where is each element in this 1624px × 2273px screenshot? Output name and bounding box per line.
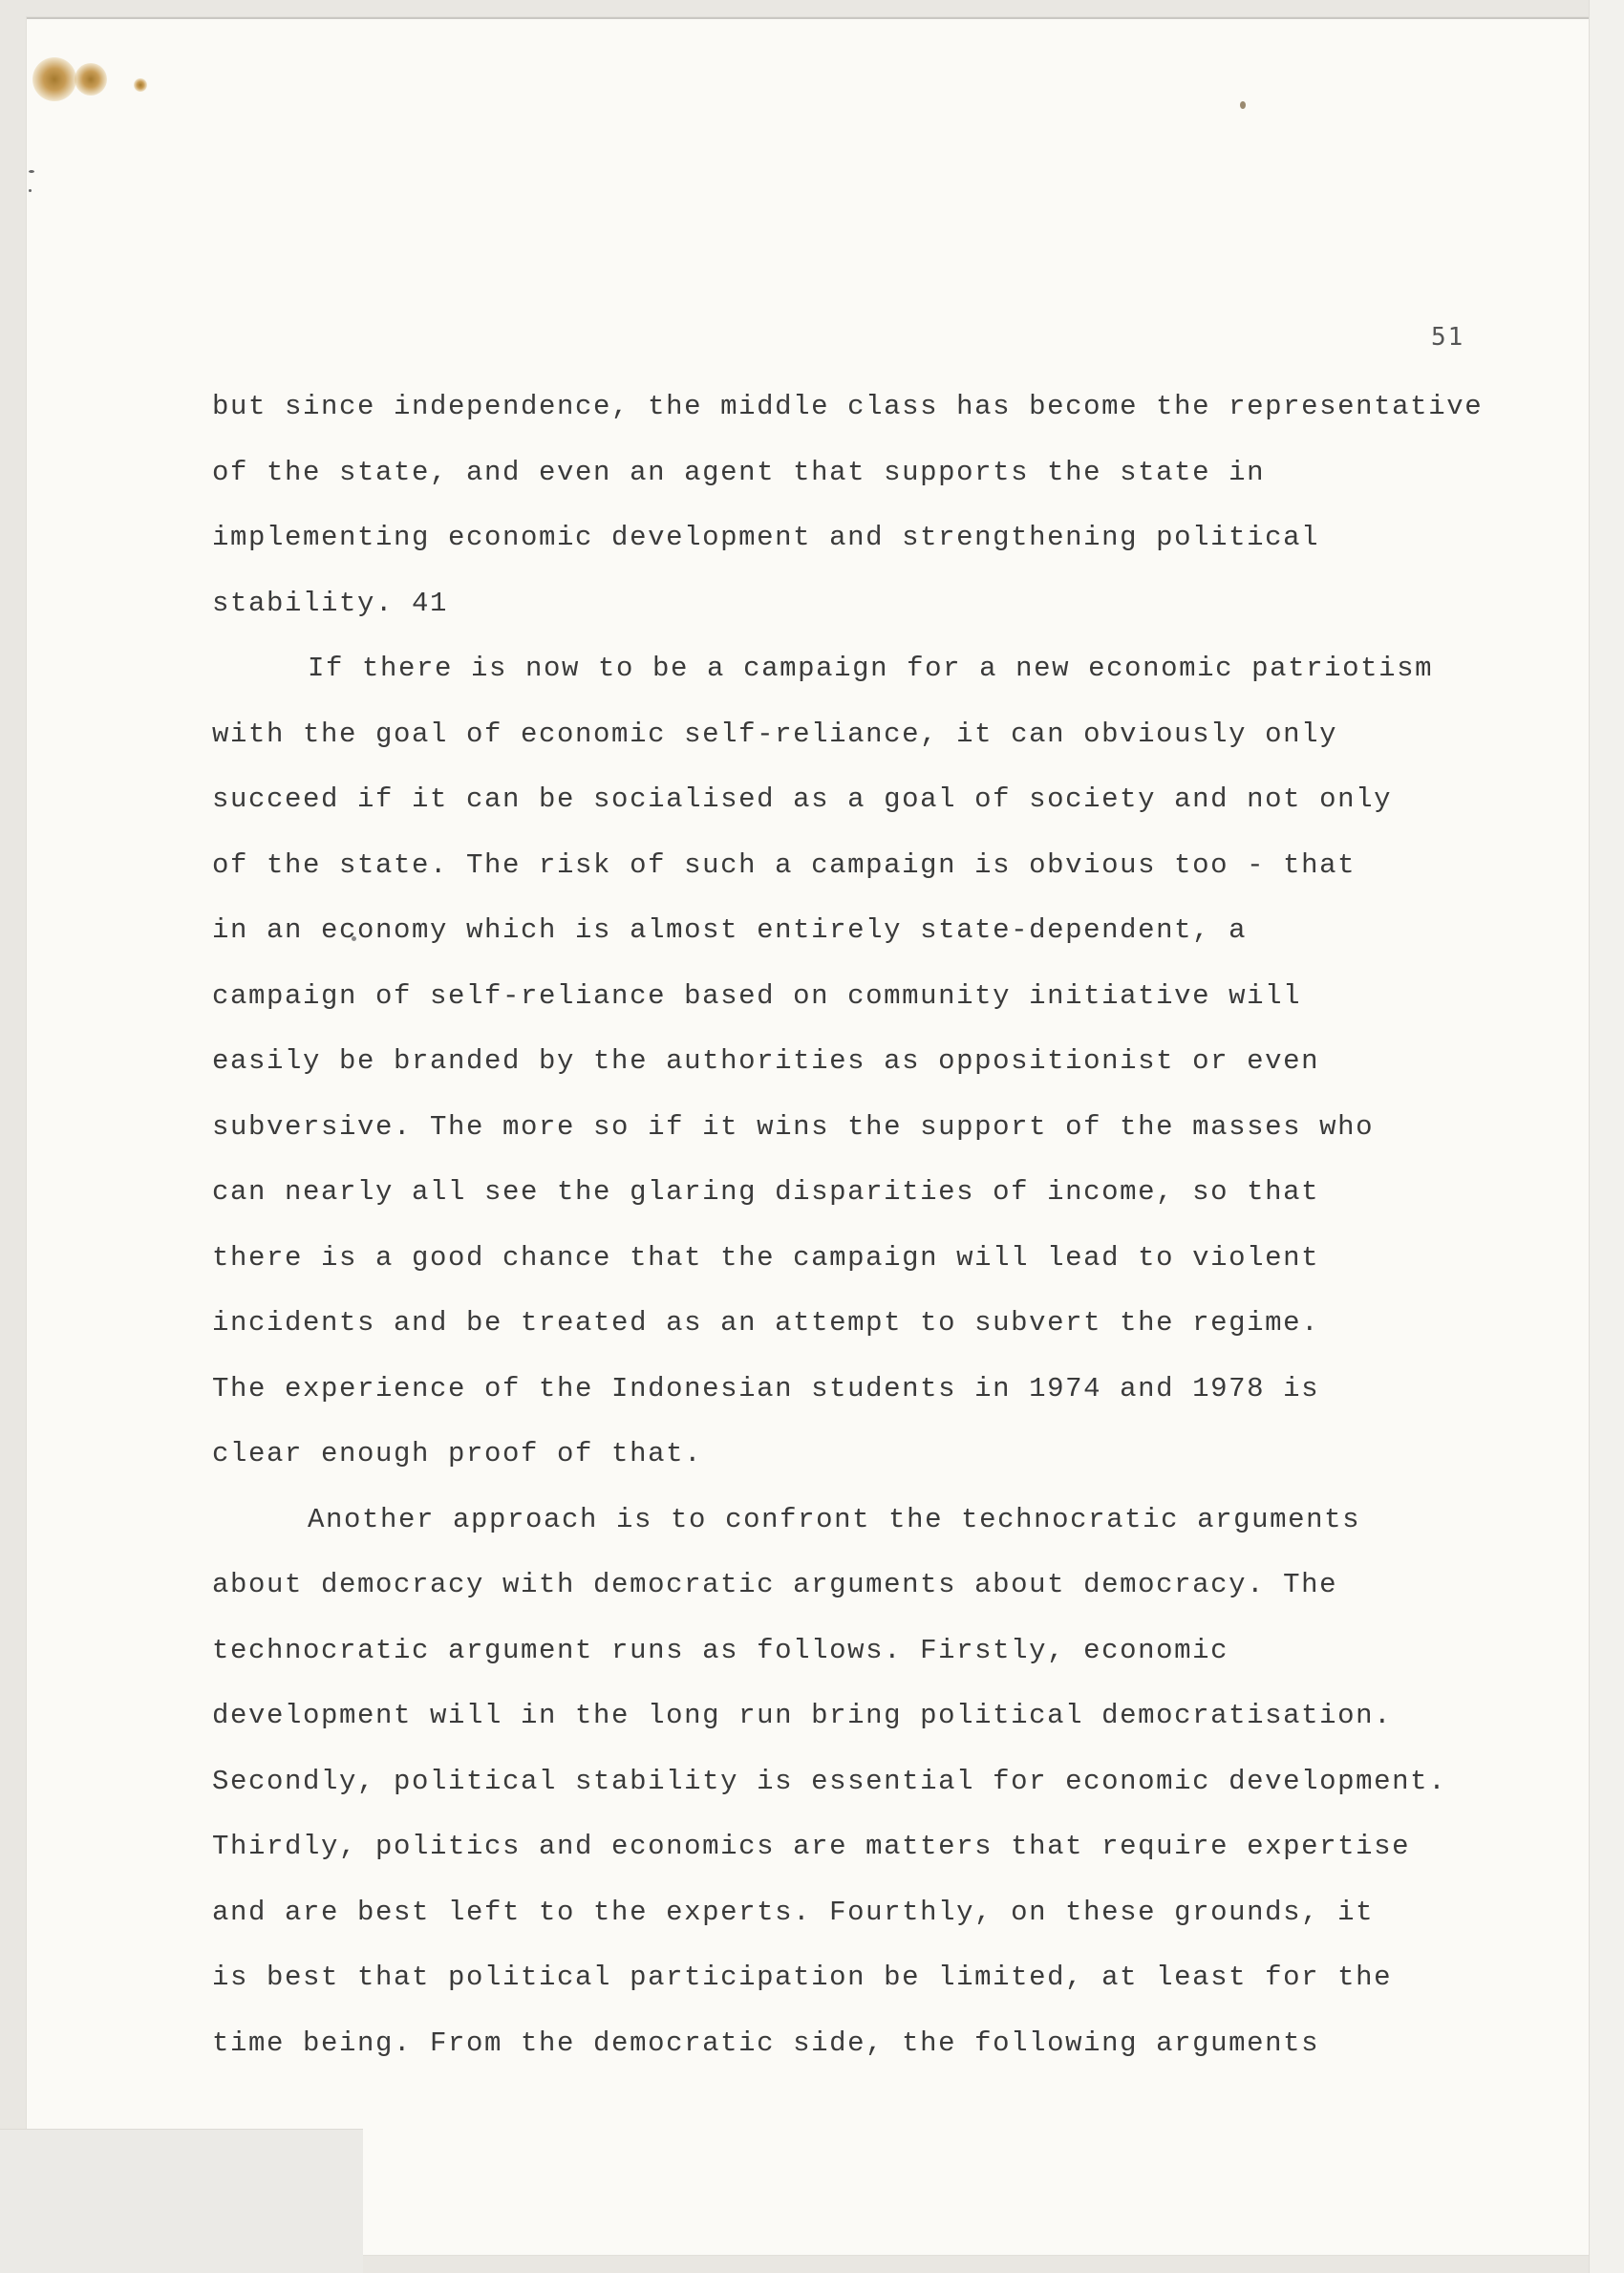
text-line: and are best left to the experts. Fourthly, on these grounds, it xyxy=(212,1896,1375,1928)
text-line: incidents and be treated as an attempt to subvert the regime. xyxy=(212,1307,1320,1339)
text-line: with the goal of economic self-reliance, it can obviously only xyxy=(212,718,1338,750)
text-line: succeed if it can be socialised as a goal of society and not only xyxy=(212,783,1393,815)
stain-mark-1 xyxy=(32,57,76,101)
paragraph-2 xyxy=(212,636,1549,1488)
stain-mark-2 xyxy=(75,63,107,96)
text-line: If there is now to be a campaign for a new economic patriotism xyxy=(308,653,1434,684)
speck-mark xyxy=(29,189,32,192)
text-line: subversive. The more so if it wins the support of the masses who xyxy=(212,1110,1375,1143)
text-line: Secondly, political stability is essential for economic development. xyxy=(212,1765,1447,1797)
stain-mark-3 xyxy=(134,78,147,92)
paragraph-1 xyxy=(212,375,1549,636)
text-line: there is a good chance that the campaign will lead to violent xyxy=(212,1241,1320,1274)
text-line: Another approach is to confront the technocratic arguments xyxy=(308,1503,1361,1535)
scan-bottom-strip xyxy=(0,2129,363,2273)
text-line: of the state, and even an agent that supports the state in xyxy=(212,456,1266,488)
text-line: implementing economic development and strengthening political xyxy=(212,522,1320,553)
text-line: development will in the long run bring political democratisation. xyxy=(212,1700,1393,1731)
page-number: 51 xyxy=(1431,323,1465,352)
body-text xyxy=(212,375,1549,2076)
text-line: clear enough proof of that. xyxy=(212,1438,703,1469)
text-line: technocratic argument runs as follows. Firstly, economic xyxy=(212,1634,1229,1666)
text-line: about democracy with democratic arguments about democracy. The xyxy=(212,1569,1338,1600)
scan-right-edge xyxy=(1589,0,1624,2273)
document-page xyxy=(27,17,1590,2255)
text-line: The experience of the Indonesian students in 1974 and 1978 is xyxy=(212,1372,1320,1405)
text-line: time being. From the democratic side, the following arguments xyxy=(212,2026,1320,2059)
text-line: in an economy which is almost entirely state-dependent, a xyxy=(212,914,1248,946)
text-line: Thirdly, politics and economics are matters that require expertise xyxy=(212,1831,1411,1862)
text-line: campaign of self-reliance based on community initiative will xyxy=(212,979,1302,1012)
speck-mark xyxy=(29,170,34,173)
speck-mark xyxy=(1240,101,1246,109)
text-line: is best that political participation be limited, at least for the xyxy=(212,1962,1393,1993)
paragraph-3 xyxy=(212,1488,1549,2077)
text-line: but since independence, the middle class has become the representative xyxy=(212,391,1484,422)
text-line: easily be branded by the authorities as oppositionist or even xyxy=(212,1045,1320,1077)
text-line: of the state. The risk of such a campaign is obvious too - that xyxy=(212,848,1357,881)
text-line: stability. 41 xyxy=(212,587,449,619)
text-line: can nearly all see the glaring disparities of income, so that xyxy=(212,1176,1320,1208)
